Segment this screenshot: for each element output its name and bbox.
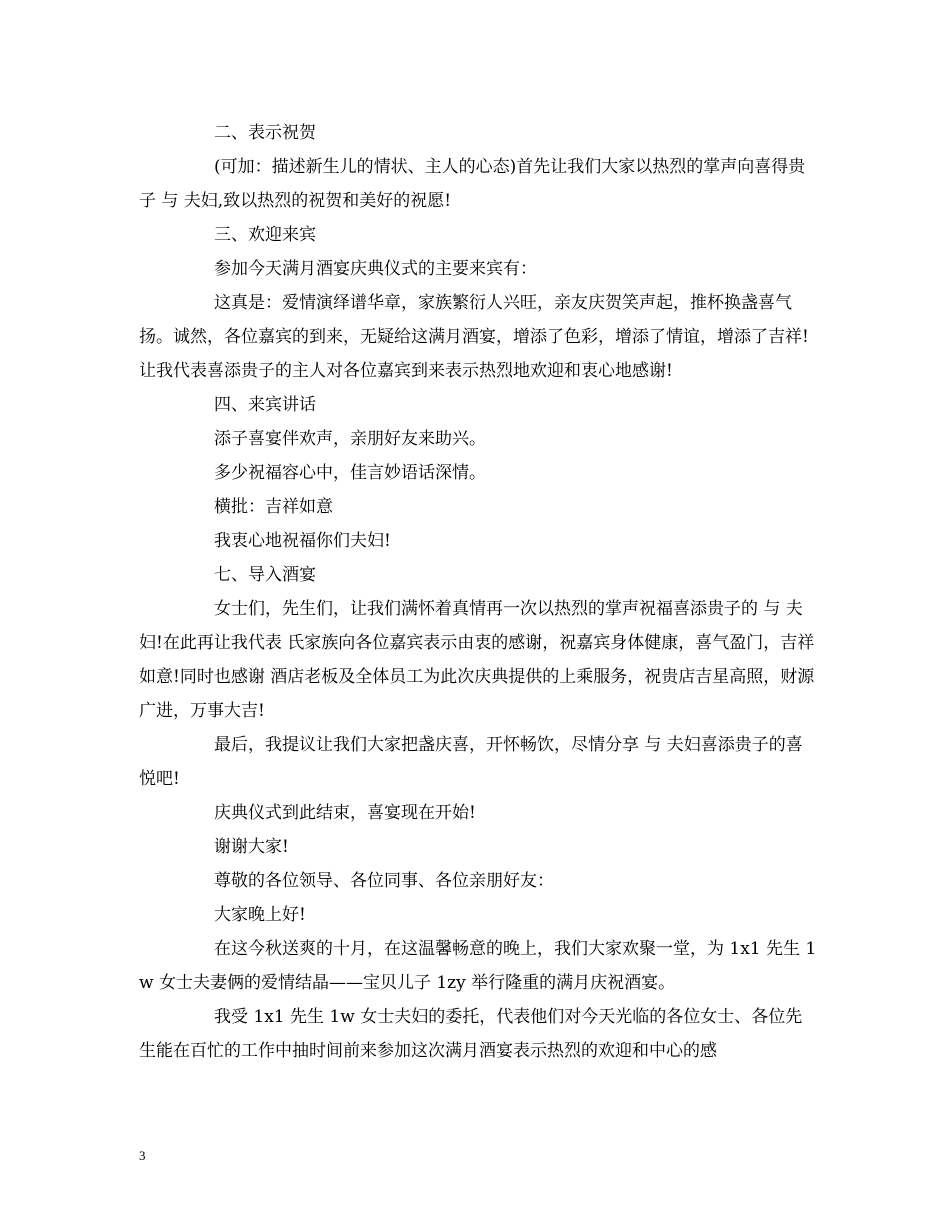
document-body — [139, 116, 819, 1068]
page-number: 3 — [139, 1148, 146, 1163]
paragraph: 女士们，先生们，让我们满怀着真情再一次以热烈的掌声祝福喜添贵子的 与 夫妇!在此再让我代表 氏家族向各位嘉宾表示由衷的感谢，祝嘉宾身体健康，喜气盈门，吉祥如意!同时也感谢 酒店老板及全体员工为此次庆典提供的上乘服务，祝贵店吉星高照，财源广进，万事大吉! — [139, 599, 815, 721]
paragraph: 这真是：爱情演绎谱华章，家族繁衍人兴旺，亲友庆贺笑声起，推杯换盏喜气扬。诚然，各位嘉宾的到来，无疑给这满月酒宴，增添了色彩，增添了情谊，增添了吉祥!让我代表喜添贵子的主人对各位嘉宾到来表示热烈地欢迎和衷心地感谢! — [139, 293, 809, 381]
paragraph: 在这今秋送爽的十月，在这温馨畅意的晚上，我们大家欢聚一堂，为 1x1 先生 1w 女士夫妻俩的爱情结晶——宝贝儿子 1zy 举行隆重的满月庆祝酒宴。 — [139, 939, 817, 993]
paragraph: 我受 1x1 先生 1w 女士夫妇的委托，代表他们对今天光临的各位女士、各位先生能在百忙的工作中抽时间前来参加这次满月酒宴表示热烈的欢迎和中心的感 — [139, 1007, 803, 1061]
paragraph: (可加：描述新生儿的情状、主人的心态)首先让我们大家以热烈的掌声向喜得贵子 与 夫妇,致以热烈的祝贺和美好的祝愿! — [139, 157, 806, 211]
paragraph: 谢谢大家! — [214, 837, 289, 857]
couplet-line: 添子喜宴伴欢声，亲朋好友来助兴。 — [214, 429, 486, 449]
paragraph: 我衷心地祝福你们夫妇! — [214, 531, 391, 551]
paragraph: 尊敬的各位领导、各位同事、各位亲朋好友： — [214, 871, 554, 891]
paragraph: 最后，我提议让我们大家把盏庆喜，开怀畅饮，尽情分享 与 夫妇喜添贵子的喜悦吧! — [139, 735, 803, 789]
couplet-line: 多少祝福容心中，佳言妙语话深情。 — [214, 463, 486, 483]
couplet-banner: 横批：吉祥如意 — [214, 497, 333, 517]
paragraph: 庆典仪式到此结束，喜宴现在开始! — [214, 803, 476, 823]
section-heading-welcome-guests: 三、欢迎来宾 — [214, 225, 316, 245]
paragraph: 大家晚上好! — [214, 905, 306, 925]
section-heading-congratulations: 二、表示祝贺 — [214, 123, 316, 143]
paragraph: 参加今天满月酒宴庆典仪式的主要来宾有： — [214, 259, 537, 279]
section-heading-guest-speech: 四、来宾讲话 — [214, 395, 316, 415]
section-heading-banquet: 七、导入酒宴 — [214, 565, 316, 585]
